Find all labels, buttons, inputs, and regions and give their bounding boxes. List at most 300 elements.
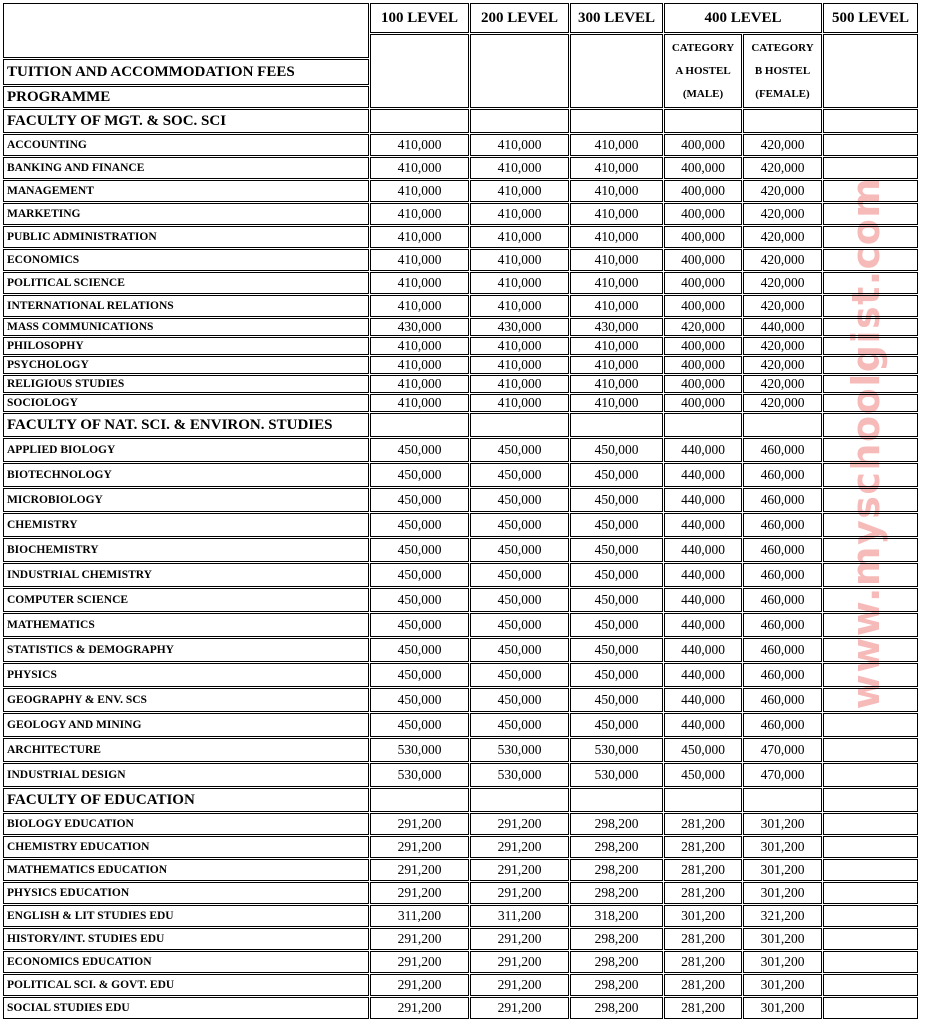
empty-cell xyxy=(823,859,918,881)
fee-value: 450,000 xyxy=(470,688,569,712)
fee-value: 470,000 xyxy=(743,763,822,787)
empty-cell xyxy=(823,638,918,662)
fee-value: 400,000 xyxy=(664,394,742,412)
fee-value: 281,200 xyxy=(664,951,742,973)
fee-value: 460,000 xyxy=(743,663,822,687)
fee-value: 410,000 xyxy=(370,157,469,179)
fee-value: 301,200 xyxy=(743,974,822,996)
fee-value: 281,200 xyxy=(664,974,742,996)
fee-value: 281,200 xyxy=(664,997,742,1019)
fee-value: 450,000 xyxy=(370,688,469,712)
programme-row xyxy=(3,951,918,973)
fee-value: 281,200 xyxy=(664,928,742,950)
fee-value: 281,200 xyxy=(664,882,742,904)
fee-value: 460,000 xyxy=(743,688,822,712)
fee-value: 450,000 xyxy=(370,713,469,737)
fee-value: 450,000 xyxy=(470,663,569,687)
empty-cell xyxy=(370,109,469,133)
fee-value: 311,200 xyxy=(370,905,469,927)
col-header-category-a-hostel-male xyxy=(664,34,742,108)
fee-value: 450,000 xyxy=(570,463,663,487)
programme-name: MARKETING xyxy=(3,203,369,225)
fee-value: 400,000 xyxy=(664,203,742,225)
fee-value: 410,000 xyxy=(570,180,663,202)
watermark-text: www.myschoolgist.com xyxy=(844,176,888,710)
programme-name: BIOTECHNOLOGY xyxy=(3,463,369,487)
empty-cell xyxy=(823,295,918,317)
empty-cell xyxy=(370,788,469,812)
fee-value: 291,200 xyxy=(470,882,569,904)
fees-table-body xyxy=(3,109,918,1019)
programme-name: BIOCHEMISTRY xyxy=(3,538,369,562)
fee-value: 410,000 xyxy=(370,394,469,412)
fee-value: 440,000 xyxy=(664,538,742,562)
col-header-500-level: 500 LEVEL xyxy=(823,3,918,33)
empty-cell xyxy=(823,318,918,336)
fee-value: 420,000 xyxy=(743,375,822,393)
fee-value: 450,000 xyxy=(664,738,742,762)
programme-row xyxy=(3,882,918,904)
fee-value: 530,000 xyxy=(570,763,663,787)
category-b-line1: CATEGORY xyxy=(751,41,814,54)
fee-value: 410,000 xyxy=(370,272,469,294)
fee-value: 410,000 xyxy=(370,375,469,393)
fee-value: 410,000 xyxy=(470,356,569,374)
col-header-400-level: 400 LEVEL xyxy=(664,3,822,33)
empty-cell xyxy=(664,109,742,133)
fee-value: 291,200 xyxy=(470,951,569,973)
fee-value: 450,000 xyxy=(570,613,663,637)
fee-value: 291,200 xyxy=(470,974,569,996)
empty-cell xyxy=(823,738,918,762)
programme-name: INTERNATIONAL RELATIONS xyxy=(3,295,369,317)
fee-value: 410,000 xyxy=(370,337,469,355)
empty-cell xyxy=(823,180,918,202)
fee-value: 460,000 xyxy=(743,463,822,487)
programme-name: ECONOMICS xyxy=(3,249,369,271)
fee-value: 301,200 xyxy=(743,813,822,835)
fee-value: 420,000 xyxy=(743,394,822,412)
fee-value: 440,000 xyxy=(664,588,742,612)
programme-row xyxy=(3,513,918,537)
programme-name: CHEMISTRY xyxy=(3,513,369,537)
programme-row xyxy=(3,928,918,950)
fee-value: 410,000 xyxy=(570,337,663,355)
programme-row xyxy=(3,488,918,512)
programme-name: GEOLOGY AND MINING xyxy=(3,713,369,737)
fee-value: 400,000 xyxy=(664,356,742,374)
programme-name: PUBLIC ADMINISTRATION xyxy=(3,226,369,248)
programme-name: GEOGRAPHY & ENV. SCS xyxy=(3,688,369,712)
empty-cell xyxy=(823,203,918,225)
category-b-line3: (FEMALE) xyxy=(755,87,810,100)
programme-name: BANKING AND FINANCE xyxy=(3,157,369,179)
col-header-200-level: 200 LEVEL xyxy=(470,3,569,33)
programme-row xyxy=(3,180,918,202)
programme-row xyxy=(3,356,918,374)
fee-value: 450,000 xyxy=(470,713,569,737)
table-title: TUITION AND ACCOMMODATION FEES xyxy=(3,59,369,85)
fee-value: 410,000 xyxy=(470,134,569,156)
fee-value: 400,000 xyxy=(664,134,742,156)
fee-value: 298,200 xyxy=(570,813,663,835)
fee-value: 460,000 xyxy=(743,538,822,562)
fee-value: 420,000 xyxy=(743,226,822,248)
programme-row xyxy=(3,813,918,835)
fee-value: 311,200 xyxy=(470,905,569,927)
fee-value: 410,000 xyxy=(570,134,663,156)
empty-cell xyxy=(823,538,918,562)
fee-value: 410,000 xyxy=(570,272,663,294)
fee-value: 301,200 xyxy=(743,928,822,950)
fee-value: 410,000 xyxy=(470,295,569,317)
fee-value: 440,000 xyxy=(664,663,742,687)
empty-cell xyxy=(823,438,918,462)
fee-value: 420,000 xyxy=(743,203,822,225)
fee-value: 460,000 xyxy=(743,613,822,637)
programme-name: PHILOSOPHY xyxy=(3,337,369,355)
fee-value: 450,000 xyxy=(570,713,663,737)
fee-value: 530,000 xyxy=(370,738,469,762)
empty-cell xyxy=(823,836,918,858)
fee-value: 400,000 xyxy=(664,295,742,317)
fee-value: 298,200 xyxy=(570,951,663,973)
programme-row xyxy=(3,997,918,1019)
fee-value: 450,000 xyxy=(570,563,663,587)
programme-row xyxy=(3,859,918,881)
empty-cell xyxy=(823,375,918,393)
programme-row xyxy=(3,688,918,712)
empty-cell xyxy=(823,905,918,927)
fee-value: 460,000 xyxy=(743,438,822,462)
empty-cell xyxy=(470,109,569,133)
fee-value: 291,200 xyxy=(470,813,569,835)
programme-name: ENGLISH & LIT STUDIES EDU xyxy=(3,905,369,927)
fee-value: 440,000 xyxy=(664,563,742,587)
fee-value: 298,200 xyxy=(570,882,663,904)
fee-value: 460,000 xyxy=(743,638,822,662)
fee-value: 410,000 xyxy=(570,157,663,179)
programme-name: PHYSICS xyxy=(3,663,369,687)
fee-value: 410,000 xyxy=(570,249,663,271)
empty-cell xyxy=(823,226,918,248)
programme-row xyxy=(3,713,918,737)
programme-row xyxy=(3,613,918,637)
faculty-section-header: FACULTY OF NAT. SCI. & ENVIRON. STUDIES xyxy=(3,413,369,437)
faculty-section-header: FACULTY OF EDUCATION xyxy=(3,788,369,812)
fee-value: 291,200 xyxy=(470,859,569,881)
empty-cell xyxy=(570,413,663,437)
fee-value: 460,000 xyxy=(743,588,822,612)
programme-row xyxy=(3,663,918,687)
fee-value: 440,000 xyxy=(664,688,742,712)
empty-cell xyxy=(823,488,918,512)
empty-cell xyxy=(664,788,742,812)
fee-value: 281,200 xyxy=(664,813,742,835)
empty-cell xyxy=(823,688,918,712)
fee-value: 420,000 xyxy=(743,249,822,271)
programme-row xyxy=(3,538,918,562)
programme-name: HISTORY/INT. STUDIES EDU xyxy=(3,928,369,950)
fee-value: 400,000 xyxy=(664,337,742,355)
fee-value: 440,000 xyxy=(743,318,822,336)
category-a-line2: A HOSTEL xyxy=(675,64,731,77)
programme-row xyxy=(3,134,918,156)
fee-value: 291,200 xyxy=(370,836,469,858)
fee-value: 440,000 xyxy=(664,488,742,512)
col-100-empty-cell xyxy=(370,34,469,108)
fee-value: 318,200 xyxy=(570,905,663,927)
fee-value: 410,000 xyxy=(370,180,469,202)
fee-value: 410,000 xyxy=(470,272,569,294)
col-300-empty-cell xyxy=(570,34,663,108)
fee-value: 440,000 xyxy=(664,463,742,487)
fee-value: 460,000 xyxy=(743,488,822,512)
fee-value: 530,000 xyxy=(470,763,569,787)
fee-value: 410,000 xyxy=(570,375,663,393)
programme-column-label: PROGRAMME xyxy=(3,86,369,108)
fee-value: 321,200 xyxy=(743,905,822,927)
empty-cell xyxy=(823,997,918,1019)
fee-value: 301,200 xyxy=(743,836,822,858)
empty-cell xyxy=(823,928,918,950)
programme-row xyxy=(3,836,918,858)
fee-value: 400,000 xyxy=(664,249,742,271)
empty-cell xyxy=(743,413,822,437)
fee-value: 410,000 xyxy=(470,375,569,393)
programme-row xyxy=(3,295,918,317)
empty-cell xyxy=(823,337,918,355)
fee-value: 450,000 xyxy=(370,513,469,537)
empty-cell xyxy=(823,249,918,271)
programme-row xyxy=(3,974,918,996)
fee-value: 400,000 xyxy=(664,157,742,179)
fee-value: 450,000 xyxy=(570,438,663,462)
category-b-line2: B HOSTEL xyxy=(754,64,811,77)
corner-empty-cell xyxy=(3,3,369,58)
fee-value: 450,000 xyxy=(470,613,569,637)
fee-value: 291,200 xyxy=(370,951,469,973)
fee-value: 430,000 xyxy=(570,318,663,336)
fee-value: 450,000 xyxy=(570,513,663,537)
fee-value: 291,200 xyxy=(470,836,569,858)
fee-value: 410,000 xyxy=(570,356,663,374)
programme-name: BIOLOGY EDUCATION xyxy=(3,813,369,835)
fee-value: 410,000 xyxy=(470,226,569,248)
empty-cell xyxy=(823,882,918,904)
programme-name: STATISTICS & DEMOGRAPHY xyxy=(3,638,369,662)
programme-name: MASS COMMUNICATIONS xyxy=(3,318,369,336)
fee-value: 460,000 xyxy=(743,563,822,587)
empty-cell xyxy=(823,613,918,637)
fee-value: 450,000 xyxy=(470,588,569,612)
fee-value: 440,000 xyxy=(664,713,742,737)
empty-cell xyxy=(823,588,918,612)
fee-value: 430,000 xyxy=(370,318,469,336)
programme-row xyxy=(3,905,918,927)
fee-value: 410,000 xyxy=(570,203,663,225)
fee-value: 301,200 xyxy=(664,905,742,927)
fee-value: 400,000 xyxy=(664,272,742,294)
programme-row xyxy=(3,203,918,225)
programme-name: APPLIED BIOLOGY xyxy=(3,438,369,462)
fee-value: 291,200 xyxy=(470,997,569,1019)
empty-cell xyxy=(823,513,918,537)
tuition-fees-table xyxy=(2,2,919,1020)
fee-value: 410,000 xyxy=(570,295,663,317)
faculty-section-header: FACULTY OF MGT. & SOC. SCI xyxy=(3,109,369,133)
fee-value: 301,200 xyxy=(743,882,822,904)
fee-value: 410,000 xyxy=(470,180,569,202)
fee-value: 450,000 xyxy=(470,463,569,487)
fee-value: 410,000 xyxy=(370,134,469,156)
fee-value: 450,000 xyxy=(370,588,469,612)
empty-cell xyxy=(743,109,822,133)
col-200-empty-cell xyxy=(470,34,569,108)
empty-cell xyxy=(823,951,918,973)
fee-value: 410,000 xyxy=(370,249,469,271)
fee-value: 450,000 xyxy=(370,563,469,587)
programme-name: SOCIAL STUDIES EDU xyxy=(3,997,369,1019)
programme-row xyxy=(3,337,918,355)
empty-cell xyxy=(570,109,663,133)
fee-value: 291,200 xyxy=(370,974,469,996)
fee-value: 450,000 xyxy=(570,588,663,612)
fee-value: 530,000 xyxy=(570,738,663,762)
programme-row xyxy=(3,226,918,248)
fee-value: 298,200 xyxy=(570,859,663,881)
fee-value: 291,200 xyxy=(370,928,469,950)
fee-value: 301,200 xyxy=(743,997,822,1019)
fee-value: 298,200 xyxy=(570,974,663,996)
fee-value: 450,000 xyxy=(370,663,469,687)
fee-value: 450,000 xyxy=(570,638,663,662)
programme-row xyxy=(3,763,918,787)
programme-name: ECONOMICS EDUCATION xyxy=(3,951,369,973)
empty-cell xyxy=(823,974,918,996)
fee-value: 410,000 xyxy=(370,356,469,374)
fee-value: 420,000 xyxy=(664,318,742,336)
fee-value: 420,000 xyxy=(743,295,822,317)
fee-value: 460,000 xyxy=(743,513,822,537)
programme-row xyxy=(3,157,918,179)
fee-value: 298,200 xyxy=(570,836,663,858)
empty-cell xyxy=(823,813,918,835)
fee-value: 450,000 xyxy=(470,488,569,512)
empty-cell xyxy=(470,413,569,437)
programme-name: INDUSTRIAL CHEMISTRY xyxy=(3,563,369,587)
programme-name: POLITICAL SCI. & GOVT. EDU xyxy=(3,974,369,996)
empty-cell xyxy=(370,413,469,437)
col-header-category-b-hostel-female xyxy=(743,34,822,108)
programme-row xyxy=(3,249,918,271)
fee-value: 530,000 xyxy=(370,763,469,787)
programme-name: INDUSTRIAL DESIGN xyxy=(3,763,369,787)
programme-row xyxy=(3,318,918,336)
empty-cell xyxy=(570,788,663,812)
fee-value: 450,000 xyxy=(470,438,569,462)
fee-value: 291,200 xyxy=(370,997,469,1019)
programme-row xyxy=(3,738,918,762)
fee-value: 440,000 xyxy=(664,513,742,537)
empty-cell xyxy=(823,109,918,133)
fee-value: 450,000 xyxy=(470,513,569,537)
fee-value: 291,200 xyxy=(370,813,469,835)
fee-value: 450,000 xyxy=(370,488,469,512)
fee-value: 298,200 xyxy=(570,997,663,1019)
fee-value: 450,000 xyxy=(370,463,469,487)
fee-value: 410,000 xyxy=(470,157,569,179)
fee-value: 460,000 xyxy=(743,713,822,737)
fee-value: 420,000 xyxy=(743,272,822,294)
fee-value: 400,000 xyxy=(664,226,742,248)
programme-row xyxy=(3,588,918,612)
programme-name: COMPUTER SCIENCE xyxy=(3,588,369,612)
fee-value: 291,200 xyxy=(370,859,469,881)
fee-value: 301,200 xyxy=(743,951,822,973)
programme-name: ARCHITECTURE xyxy=(3,738,369,762)
fee-value: 410,000 xyxy=(470,249,569,271)
fee-value: 420,000 xyxy=(743,134,822,156)
fee-value: 281,200 xyxy=(664,859,742,881)
programme-row xyxy=(3,463,918,487)
empty-cell xyxy=(470,788,569,812)
programme-row xyxy=(3,375,918,393)
fee-value: 410,000 xyxy=(470,203,569,225)
fee-value: 420,000 xyxy=(743,337,822,355)
programme-row xyxy=(3,438,918,462)
fee-value: 450,000 xyxy=(470,638,569,662)
category-a-line3: (MALE) xyxy=(682,87,724,100)
col-500-empty-cell xyxy=(823,34,918,108)
fee-value: 291,200 xyxy=(370,882,469,904)
fee-value: 410,000 xyxy=(570,226,663,248)
programme-name: RELIGIOUS STUDIES xyxy=(3,375,369,393)
programme-name: PHYSICS EDUCATION xyxy=(3,882,369,904)
fee-value: 440,000 xyxy=(664,438,742,462)
fee-value: 450,000 xyxy=(470,563,569,587)
fee-value: 298,200 xyxy=(570,928,663,950)
fee-value: 450,000 xyxy=(370,638,469,662)
fee-value: 440,000 xyxy=(664,613,742,637)
fee-value: 450,000 xyxy=(570,488,663,512)
fee-value: 400,000 xyxy=(664,375,742,393)
programme-name: POLITICAL SCIENCE xyxy=(3,272,369,294)
col-header-100-level: 100 LEVEL xyxy=(370,3,469,33)
empty-cell xyxy=(823,663,918,687)
empty-cell xyxy=(823,788,918,812)
programme-name: CHEMISTRY EDUCATION xyxy=(3,836,369,858)
fee-value: 450,000 xyxy=(570,538,663,562)
fee-value: 410,000 xyxy=(470,337,569,355)
empty-cell xyxy=(823,356,918,374)
fee-value: 450,000 xyxy=(370,613,469,637)
fee-value: 410,000 xyxy=(370,226,469,248)
fee-value: 291,200 xyxy=(470,928,569,950)
fee-value: 410,000 xyxy=(370,295,469,317)
fee-value: 450,000 xyxy=(570,663,663,687)
empty-cell xyxy=(823,134,918,156)
empty-cell xyxy=(664,413,742,437)
programme-name: MATHEMATICS xyxy=(3,613,369,637)
fee-value: 470,000 xyxy=(743,738,822,762)
fee-value: 410,000 xyxy=(370,203,469,225)
empty-cell xyxy=(823,463,918,487)
programme-name: MICROBIOLOGY xyxy=(3,488,369,512)
category-a-line1: CATEGORY xyxy=(671,41,735,54)
fee-value: 450,000 xyxy=(370,438,469,462)
fee-value: 450,000 xyxy=(470,538,569,562)
